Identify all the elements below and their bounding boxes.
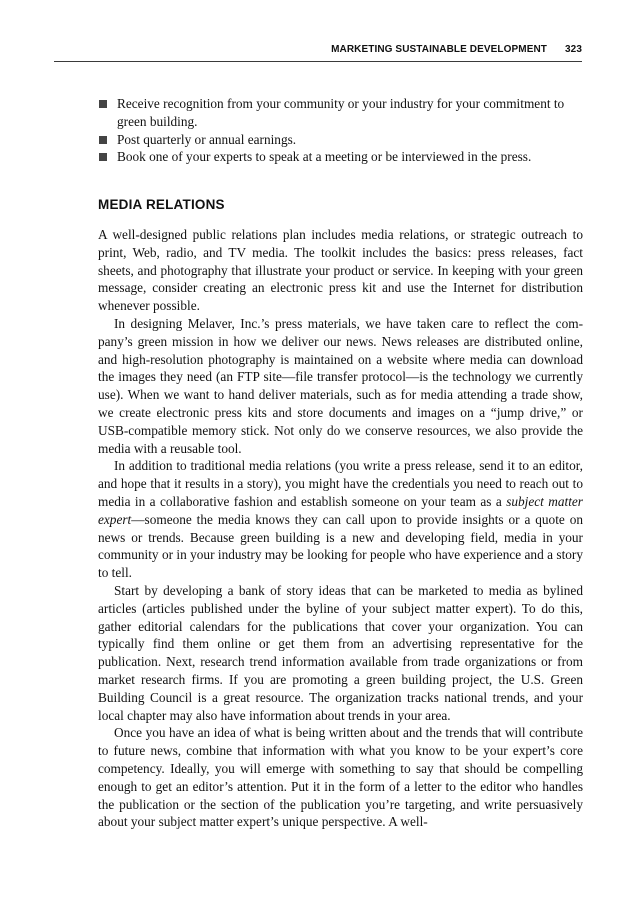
bullet-list [98, 95, 583, 166]
running-head-title: MARKETING SUSTAINABLE DEVELOPMENT [331, 44, 547, 55]
square-bullet-icon [99, 153, 107, 161]
subject-matter-expert-term: subject matter expert [98, 493, 583, 527]
paragraph-2: In designing Melaver, Inc.’s press materials, we have taken care to reflect the company’s green mission in how we deliver our news. News releases are distributed online, and high-resolution photography is maintained on a website where media can download the images they need (an FTP site—file transfer protocol—is the technology we currently use). When we want to hand deliver materials, such as for media attending a trade show, we create electronic press kits and store documents and images on a “jump drive,” or USB-compatible memory stick. Not only do we conserve resources, we also provide the media with a reusable tool. [98, 315, 583, 456]
bullet-item [98, 131, 583, 149]
bullet-item [98, 148, 583, 166]
page-number: 323 [565, 44, 582, 55]
section-body [98, 226, 583, 831]
paragraph-1: A well-designed public relations plan includes media relations, or strategic outreach to print, Web, radio, and TV media. The toolkit includes the basics: press releases, fact sheets, and photography that illustrate your product or service. In keeping with your green message, consider creating an electronic press kit and use the Internet for distribution whenever possible. [98, 227, 583, 314]
paragraph-3-text-a: In addition to traditional media relations (you write a press release, send it to an editor, and hope that it results in a story), you might have the credentials you need to reach out to media in a collaborative fashion and establish someone on your team as a [98, 458, 583, 509]
bullet-text: Receive recognition from your community or your industry for your commitment to green building. [117, 96, 565, 129]
section-heading: MEDIA RELATIONS [98, 197, 225, 212]
paragraph-5: Once you have an idea of what is being written about and the trends that will contribute to future news, combine that information with what you know to be your expert’s core competency. Ideally, you will emerge with something to say that should be compelling enough to get an editor’s attention. Put it in the form of a letter to the editor who handles the publication or the section of the publication you’re targeting, and write persuasively about your subject matter expert’s unique perspective. A well- [98, 725, 583, 830]
paragraph-3-text-b: —someone the media knows they can call upon to provide insights or a quote on news or trends. Because green building is a new and developing field, media in your community or in your industry may be looking for people who have experience and a story to tell. [98, 511, 583, 581]
bullet-text: Post quarterly or annual earnings. [117, 131, 297, 147]
square-bullet-icon [99, 100, 107, 108]
square-bullet-icon [99, 136, 107, 144]
paragraph-4: Start by developing a bank of story ideas that can be marketed to media as bylined articles (articles published under the byline of your subject matter expert). To do this, gather editorial calendars for the publications that cover your organization. You can typically find them online or get them from an advertising representative for the publication. Next, research trend information available from trade organizations or from market research firms. If you are promoting a green building project, the U.S. Green Building Council is a great resource. The organization tracks national trends, and your local chapter may also have information about trends in your area. [98, 582, 583, 723]
bullet-text: Book one of your experts to speak at a meeting or be interviewed in the press. [117, 149, 532, 165]
paragraph-3 [98, 457, 583, 582]
bullet-item [98, 95, 583, 131]
running-head [54, 44, 582, 62]
